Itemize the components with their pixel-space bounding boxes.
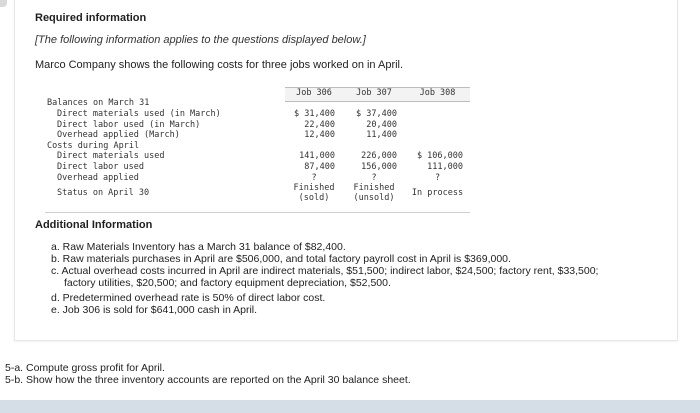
cell-307-dl-april: 156,000 — [361, 162, 397, 172]
row-label-oh-march: Overhead applied (March) — [57, 130, 180, 140]
cell-306-dl-april: 87,400 — [304, 162, 335, 172]
job-cost-table — [45, 87, 470, 213]
corner-marker — [0, 0, 7, 7]
cell-307-status: Finished — [353, 183, 395, 193]
list-item: e. Job 306 is sold for $641,000 cash in April. — [51, 304, 258, 316]
list-item: c. Actual overhead costs incurred in April are indirect materials, $51,500; indirect labor, $24,500; factory rent, $33,500; — [51, 265, 599, 277]
bottom-scroll-strip — [0, 400, 700, 413]
cell-306-status: Finished — [293, 183, 335, 193]
cell-306-oh-april: ? — [311, 173, 317, 183]
row-label-dl-march: Direct labor used (in March) — [57, 120, 201, 130]
cell-307-status-note: (unsold) — [353, 193, 395, 203]
required-information-card — [14, 0, 678, 341]
cell-307-dm-april: 226,000 — [361, 151, 397, 161]
additional-info-heading: Additional Information — [35, 219, 153, 231]
cell-306-status-note: (sold) — [298, 193, 330, 203]
question-5a: 5-a. Compute gross profit for April. — [5, 362, 165, 374]
row-label-dm-march: Direct materials used (in March) — [57, 109, 221, 119]
cell-306-oh-march: 12,400 — [304, 130, 335, 140]
row-label-dm-april: Direct materials used — [57, 151, 165, 161]
intro-text: Marco Company shows the following costs for three jobs worked on in April. — [35, 59, 404, 71]
col-header-job307: Job 307 — [356, 88, 392, 98]
cell-308-status: In process — [411, 188, 464, 198]
list-item: b. Raw materials purchases in April are $506,000, and total factory payroll cost in April is $369,000. — [51, 253, 511, 265]
cell-308-oh-april: ? — [434, 173, 441, 183]
cell-307-oh-april: ? — [371, 173, 377, 183]
cell-307-oh-march: 11,400 — [366, 130, 397, 140]
cell-308-dm-april: $ 106,000 — [416, 151, 463, 161]
row-label-dl-april: Direct labor used — [57, 162, 144, 172]
list-item: d. Predetermined overhead rate is 50% of direct labor cost. — [51, 292, 326, 304]
cell-306-dm-march: $ 31,400 — [294, 109, 335, 119]
row-label-oh-april: Overhead applied — [57, 173, 139, 183]
question-5b: 5-b. Show how the three inventory accounts are reported on the April 30 balance sheet. — [5, 374, 411, 386]
list-item-continued: factory utilities, $20,500; and factory equipment depreciation, $52,500. — [64, 277, 391, 289]
section-subtitle: [The following information applies to the questions displayed below.] — [35, 34, 366, 46]
row-label-balances: Balances on March 31 — [47, 98, 150, 108]
list-item: a. Raw Materials Inventory has a March 31 balance of $82,400. — [51, 241, 346, 253]
row-label-costs-april: Costs during April — [47, 141, 140, 151]
cell-306-dl-march: 22,400 — [304, 120, 335, 130]
row-label-status: Status on April 30 — [57, 188, 150, 198]
cell-308-dl-april: 111,000 — [427, 162, 463, 172]
col-header-job308: Job 308 — [419, 88, 456, 98]
cell-307-dl-march: 20,400 — [366, 120, 397, 130]
section-title: Required information — [35, 12, 147, 24]
cell-306-dm-april: 141,000 — [299, 151, 335, 161]
cell-307-dm-march: $ 37,400 — [356, 109, 397, 119]
col-header-job306: Job 306 — [296, 88, 332, 98]
